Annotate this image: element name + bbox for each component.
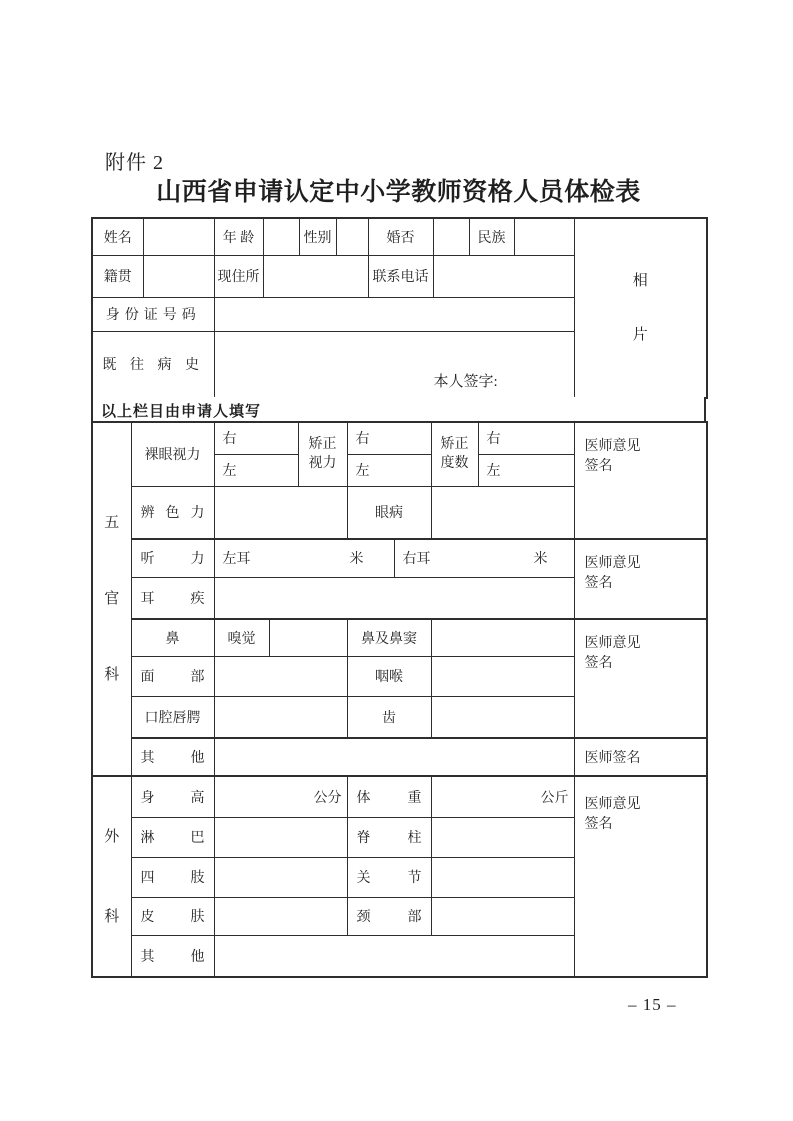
naked-vision-label: 裸眼视力 [131, 422, 214, 486]
doctor-opinion-label: 医师意见 [584, 439, 641, 454]
throat-value-cell [431, 656, 574, 696]
phone-label: 联系电话 [368, 255, 433, 297]
color-vision-value-cell [214, 486, 347, 539]
section-facial-label: 五官科 [104, 515, 120, 683]
medical-history-label: 既 往 病 史 [92, 331, 214, 398]
correction-degree-right-cell: 右 [478, 422, 574, 454]
applicant-notice-bar [91, 397, 706, 423]
face-label: 面 部 [131, 656, 214, 696]
eye-disease-value-cell [431, 486, 574, 539]
doctor-sign-label: 签名 [584, 576, 613, 591]
height-label: 身 高 [131, 776, 214, 817]
other-surgery-value-cell [214, 935, 574, 977]
lymph-label: 淋 巴 [131, 817, 214, 857]
ear-disease-value-cell [214, 577, 574, 619]
doctor-opinion-eyes-cell [574, 422, 707, 539]
doctor-sign-label: 签名 [584, 817, 613, 832]
meter-unit: 米 [349, 552, 364, 568]
doctor-opinion-ears-cell [574, 539, 707, 619]
joint-label: 关 节 [347, 857, 431, 897]
row-height-weight [92, 776, 707, 817]
naked-vision-left-cell: 左 [214, 454, 298, 486]
corrected-vision-label [298, 422, 347, 486]
address-value-cell [263, 255, 368, 297]
self-signature-label: 本人签字: [433, 374, 498, 390]
form-title: 山西省申请认定中小学教师资格人员体检表 [156, 179, 641, 206]
left-ear-label: 左耳 [222, 552, 251, 568]
other-facial-label: 其 他 [131, 738, 214, 776]
correction-degree-left-cell: 左 [478, 454, 574, 486]
smell-label: 嗅觉 [214, 619, 269, 656]
page-number: – 15 – [628, 995, 677, 1014]
nose-label: 鼻 [131, 619, 214, 656]
corrected-vision-right-cell: 右 [347, 422, 431, 454]
doctor-opinion-surgery-cell [574, 776, 707, 977]
ethnicity-value-cell [514, 218, 574, 255]
name-value-cell [143, 218, 214, 255]
doctor-sign-label: 签名 [584, 656, 613, 671]
limbs-label: 四 肢 [131, 857, 214, 897]
neck-value-cell [431, 897, 574, 935]
ethnicity-label: 民族 [469, 218, 514, 255]
id-number-value-cell [214, 297, 574, 331]
birthplace-label: 籍贯 [92, 255, 143, 297]
attachment-label: 附件 2 [105, 152, 164, 174]
row-vision-right [92, 422, 707, 454]
height-value-cell: 公分 [214, 776, 347, 817]
notice-text: 以上栏目由申请人填写 [101, 403, 262, 420]
throat-label: 咽喉 [347, 656, 431, 696]
age-label: 年 龄 [214, 218, 263, 255]
other-facial-value-cell [214, 738, 574, 776]
section-surgery-cell [92, 776, 131, 977]
color-vision-label: 辨 色 力 [131, 486, 214, 539]
id-number-label: 身份证号码 [92, 297, 214, 331]
row-nose [92, 619, 707, 656]
birthplace-value-cell [143, 255, 214, 297]
teeth-value-cell [431, 696, 574, 738]
oral-value-cell [214, 696, 347, 738]
right-ear-label: 右耳 [402, 552, 431, 568]
name-label: 姓名 [92, 218, 143, 255]
row-other-facial [92, 738, 707, 776]
spine-label: 脊 柱 [347, 817, 431, 857]
teeth-label: 齿 [347, 696, 431, 738]
joint-value-cell [431, 857, 574, 897]
other-surgery-label: 其 他 [131, 935, 214, 977]
eye-disease-label: 眼病 [347, 486, 431, 539]
doctor-opinion-mouth-cell [574, 619, 707, 738]
correction-degree-line2: 度数 [440, 456, 469, 472]
correction-degree-label [431, 422, 478, 486]
lymph-value-cell [214, 817, 347, 857]
doctor-opinion-label: 医师意见 [584, 797, 641, 812]
face-value-cell [214, 656, 347, 696]
correction-degree-line1: 矫正 [440, 437, 469, 453]
gender-label: 性别 [299, 218, 336, 255]
doctor-sign-label: 签名 [584, 459, 613, 474]
skin-value-cell [214, 897, 347, 935]
row-hearing [92, 539, 707, 577]
doctor-opinion-label: 医师意见 [584, 556, 641, 571]
marital-label: 婚否 [368, 218, 433, 255]
hearing-left-ear-cell [214, 539, 394, 577]
limbs-value-cell [214, 857, 347, 897]
doctor-opinion-label: 医师意见 [584, 636, 641, 651]
phone-value-cell [433, 255, 574, 297]
medical-history-value-cell [214, 331, 574, 398]
naked-vision-right-cell: 右 [214, 422, 298, 454]
smell-value-cell [269, 619, 347, 656]
corrected-vision-line2: 视力 [308, 456, 337, 472]
oral-label: 口腔唇腭 [131, 696, 214, 738]
section-surgery-label: 外科 [104, 828, 120, 925]
hearing-label: 听 力 [131, 539, 214, 577]
neck-label: 颈 部 [347, 897, 431, 935]
ear-disease-label: 耳 疾 [131, 577, 214, 619]
doctor-signature-cell: 医师签名 [574, 738, 707, 776]
nose-sinus-value-cell [431, 619, 574, 656]
meter-unit: 米 [533, 552, 548, 568]
exam-table [91, 421, 708, 978]
address-label: 现住所 [214, 255, 263, 297]
nose-sinus-label: 鼻及鼻窦 [347, 619, 431, 656]
skin-label: 皮 肤 [131, 897, 214, 935]
spine-value-cell [431, 817, 574, 857]
gender-value-cell [336, 218, 368, 255]
corrected-vision-line1: 矫正 [308, 437, 337, 453]
age-value-cell [263, 218, 299, 255]
marital-value-cell [433, 218, 469, 255]
corrected-vision-left-cell: 左 [347, 454, 431, 486]
applicant-info-table [91, 217, 708, 399]
photo-label: 相片 [632, 273, 648, 343]
weight-value-cell: 公斤 [431, 776, 574, 817]
weight-label: 体 重 [347, 776, 431, 817]
hearing-right-ear-cell [394, 539, 574, 577]
photo-placeholder [574, 218, 707, 398]
row-name-age [92, 218, 707, 255]
section-facial-cell [92, 422, 131, 776]
